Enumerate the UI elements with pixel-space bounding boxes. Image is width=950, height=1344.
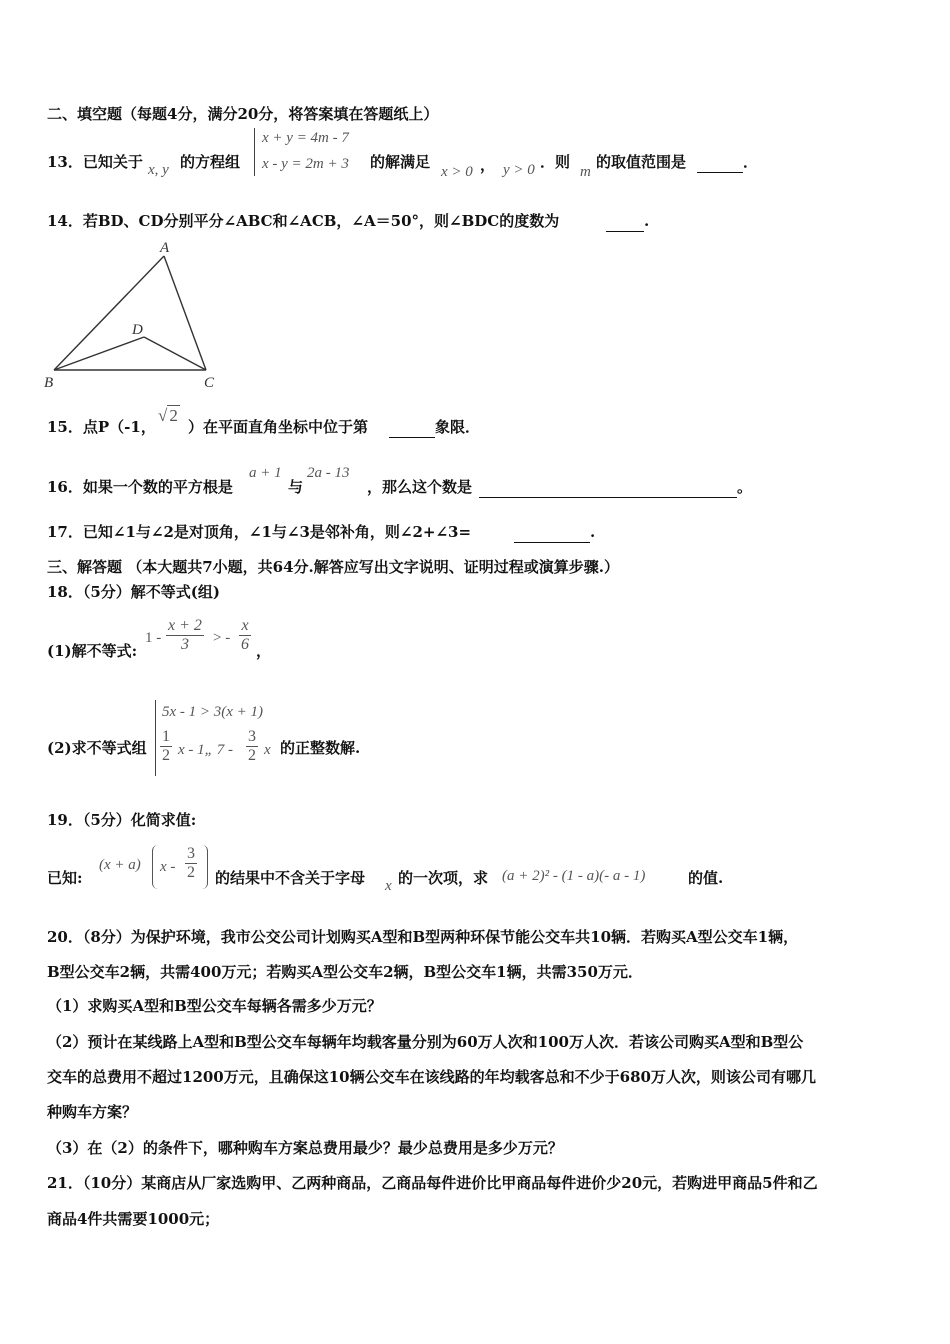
section-heading-fill-blank: 二、填空题（每题4分，满分20分，将答案填在答题纸上） (47, 105, 439, 123)
edge-ac (164, 256, 206, 370)
q15-suffix: ）在平面直角坐标中位于第 (188, 418, 369, 436)
q21-line2: 商品4件共需要1000元； (47, 1210, 220, 1228)
q18-p1-end: ， (256, 642, 272, 660)
q19-frac: $\frac{3}{2}$ (187, 845, 195, 881)
q15-prefix: 15．点P（-1， (47, 418, 156, 436)
q18-p2-frac2: $\frac{3}{2}$ (248, 728, 256, 764)
q13-eq2: x - y = 2m + 3 (262, 156, 349, 172)
q14-text: 14．若BD、CD分别平分∠ABC和∠ACB，∠A＝50°，则∠BDC的度数为 (47, 212, 560, 230)
q17-text: 17．已知∠1与∠2是对顶角，∠1与∠3是邻补角，则∠2+∠3= (47, 523, 472, 541)
q20-line3: （1）求购买A型和B型公交车每辆各需多少万元？ (47, 997, 382, 1015)
q20-line4: （2）预计在某线路上A型和B型公交车每辆年均载客量分别为60万人次和100万人次．若该公司购买A型和B型公 (47, 1033, 804, 1051)
q19-expr: (a + 2)² - (1 - a)(- a - 1) (502, 868, 646, 884)
q18-p2-mid: x - 1„ 7 - (178, 742, 233, 758)
q13-prefix: 13．已知关于 (47, 153, 143, 171)
section-heading-solve: 三、解答题 （本大题共7小题，共64分.解答应写出文字说明、证明过程或演算步骤.） (47, 558, 619, 576)
q13-system-brace (254, 128, 255, 176)
q16-expr2: 2a - 13 (307, 465, 350, 481)
q13-vars: x, y (148, 162, 169, 178)
q18-system-brace (155, 700, 156, 776)
q18-p2-eq1: 5x - 1 > 3(x + 1) (162, 704, 264, 720)
q13-mid: 的方程组 (180, 153, 241, 171)
q21-line1: 21．（10分）某商店从厂家选购甲、乙两种商品，乙商品每件进价比甲商品每件进价少20元，若购进甲商品5件和乙 (47, 1174, 818, 1192)
q13-eq1: x + y = 4m - 7 (262, 130, 349, 146)
q18-p1-a: 1 - (145, 630, 162, 646)
q16-suffix: ，那么这个数是 (367, 478, 473, 496)
q19-known: 已知: (47, 869, 83, 887)
q18-p2-x: x (264, 742, 271, 758)
edge-bd (54, 337, 144, 370)
q16-answer-blank: 。 (479, 477, 752, 498)
q13-mid2: 的解满足 (370, 153, 431, 171)
q18-p2-suffix: 的正整数解. (280, 739, 361, 757)
q19-e2a: x - (160, 859, 176, 875)
edge-dc (144, 337, 206, 370)
q13-suffix: 的取值范围是 (596, 153, 687, 171)
q17-answer-blank: . (514, 522, 595, 543)
q20-line2: B型公交车2辆，共需400万元；若购买A型公交车2辆，B型公交车1辆，共需350万元． (47, 963, 643, 981)
vertex-label-d: D (132, 322, 143, 338)
q15-answer-blank: 象限． (389, 417, 480, 438)
vertex-label-b: B (44, 375, 54, 391)
q13-answer-blank: ． (697, 152, 758, 173)
vertex-label-a: A (160, 240, 170, 256)
q18-p1-frac1: $\frac{x + 2}{3}$ (168, 617, 202, 653)
q19-title: 19．（5分）化简求值: (47, 811, 197, 829)
q13-m: m (580, 164, 591, 180)
q20-line6: 种购车方案？ (47, 1103, 138, 1121)
q20-line7: （3）在（2）的条件下，哪种购车方案总费用最少？最少总费用是多少万元？ (47, 1139, 563, 1157)
triangle-diagram (40, 238, 230, 393)
q20-line5: 交车的总费用不超过1200万元，且确保这10辆公交车在该线路的年均载客总和不少于680万人次，则该公司有哪几 (47, 1068, 816, 1086)
q13-cond2: y > 0 (503, 162, 535, 178)
q19-x: x (385, 878, 392, 894)
q19-end: 的值. (688, 869, 724, 887)
q13-cond1: x > 0 (441, 164, 473, 180)
edge-ab (54, 256, 164, 370)
q15-sqrt: √ 2 (158, 406, 178, 425)
q20-line1: 20．（8分）为保护环境，我市公交公司计划购买A型和B型两种环保节能公交车共10辆．若购买A型公交车1辆， (47, 928, 799, 946)
q19-mid2: 的一次项，求 (398, 869, 489, 887)
q14-answer-blank: . (606, 211, 649, 232)
q18-title: 18．（5分）解不等式(组) (47, 583, 221, 601)
q16-prefix: 16．如果一个数的平方根是 (47, 478, 233, 496)
q19-e1: (x + a) (99, 857, 141, 873)
vertex-label-c: C (204, 375, 215, 391)
q16-mid: 与 (288, 478, 304, 496)
q18-p2-frac1: $\frac{1}{2}$ (162, 728, 170, 764)
q18-part2-label: (2)求不等式组 (47, 739, 147, 757)
q13-then: ．则 (540, 153, 571, 171)
q16-expr1: a + 1 (249, 465, 282, 481)
q18-p1-b: > - (213, 630, 231, 646)
q18-p1-frac2: $\frac{x}{6}$ (241, 617, 249, 653)
q19-mid: 的结果中不含关于字母 (215, 869, 366, 887)
q13-comma: ， (480, 156, 496, 174)
q18-part1-label: (1)解不等式: (47, 642, 138, 660)
